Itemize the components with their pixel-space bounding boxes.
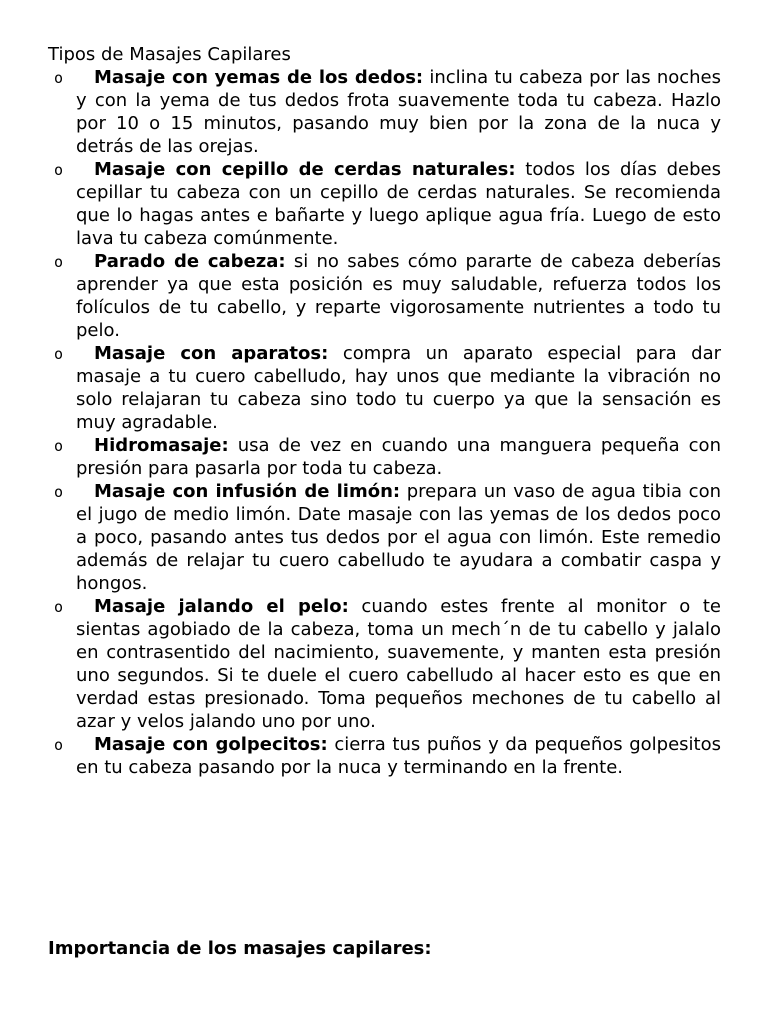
item-text: si no sabes cómo pararte de cabeza deberías aprender ya que esta posición es muy saludable, refuerza todos los folículos de tu cabello, y reparte vigorosamente nutrientes a todo tu pelo. (76, 251, 721, 341)
bullet-icon: o (54, 161, 64, 179)
section-title: Tipos de Masajes Capilares (48, 44, 291, 65)
list-item (48, 595, 721, 733)
bullet-icon: o (54, 598, 64, 616)
item-title: Masaje con golpecitos: (94, 734, 328, 755)
item-title: Masaje con yemas de los dedos: (94, 67, 424, 88)
bullet-icon: o (54, 483, 64, 501)
bullet-icon: o (54, 736, 64, 754)
item-title: Hidromasaje: (94, 435, 229, 456)
item-title: Parado de cabeza: (94, 251, 286, 272)
item-title: Masaje jalando el pelo: (94, 596, 349, 617)
list-item (48, 158, 721, 250)
list-item (48, 250, 721, 342)
list-item (48, 66, 721, 158)
bullet-icon: o (54, 437, 64, 455)
item-text: cierra tus puños y da pequeños golpesitos en tu cabeza pasando por la nuca y terminando en la frente. (76, 734, 722, 778)
item-title: Masaje con aparatos: (94, 343, 329, 364)
item-title: Masaje con cepillo de cerdas naturales: (94, 159, 516, 180)
bullet-icon: o (54, 253, 64, 271)
importance-heading: Importancia de los masajes capilares: (48, 938, 432, 959)
item-text: compra un aparato especial para dar masaje a tu cuero cabelludo, hay unos que mediante la vibración no solo relajaran tu cabeza sino todo tu cuerpo ya que la sensación es muy agradable. (76, 343, 721, 433)
item-title: Masaje con infusión de limón: (94, 481, 401, 502)
list-item (48, 434, 721, 480)
list-item (48, 733, 721, 779)
item-text: cuando estes frente al monitor o te sientas agobiado de la cabeza, toma un mech´n de tu cabello y jalalo en contrasentido del nacimiento, suavemente, y manten esta presión uno segundos. Si te duele el cuero cabelludo al hacer esto es que en verdad estas presionado. Toma pequeños mechones de tu cabello al azar y velos jalando uno por uno. (76, 596, 721, 732)
bullet-icon: o (54, 69, 64, 87)
item-text: prepara un vaso de agua tibia con el jugo de medio limón. Date masaje con las yemas de los dedos poco a poco, pasando antes tus dedos por el agua con limón. Este remedio además de relajar tu cuero cabelludo te ayudara a combatir caspa y hongos. (76, 481, 721, 594)
massage-types-list (48, 66, 721, 779)
item-text: usa de vez en cuando una manguera pequeña con presión para pasarla por toda tu cabeza. (76, 435, 721, 479)
bullet-icon: o (54, 345, 64, 363)
list-item (48, 342, 721, 434)
item-text: todos los días debes cepillar tu cabeza con un cepillo de cerdas naturales. Se recomienda que lo hagas antes e bañarte y luego aplique agua fría. Luego de esto lava tu cabeza comúnmente. (76, 159, 722, 249)
item-text: inclina tu cabeza por las noches y con la yema de tus dedos frota suavemente toda tu cabeza. Hazlo por 10 o 15 minutos, pasando muy bien por la zona de la nuca y detrás de las orejas. (76, 67, 721, 157)
list-item (48, 480, 721, 595)
